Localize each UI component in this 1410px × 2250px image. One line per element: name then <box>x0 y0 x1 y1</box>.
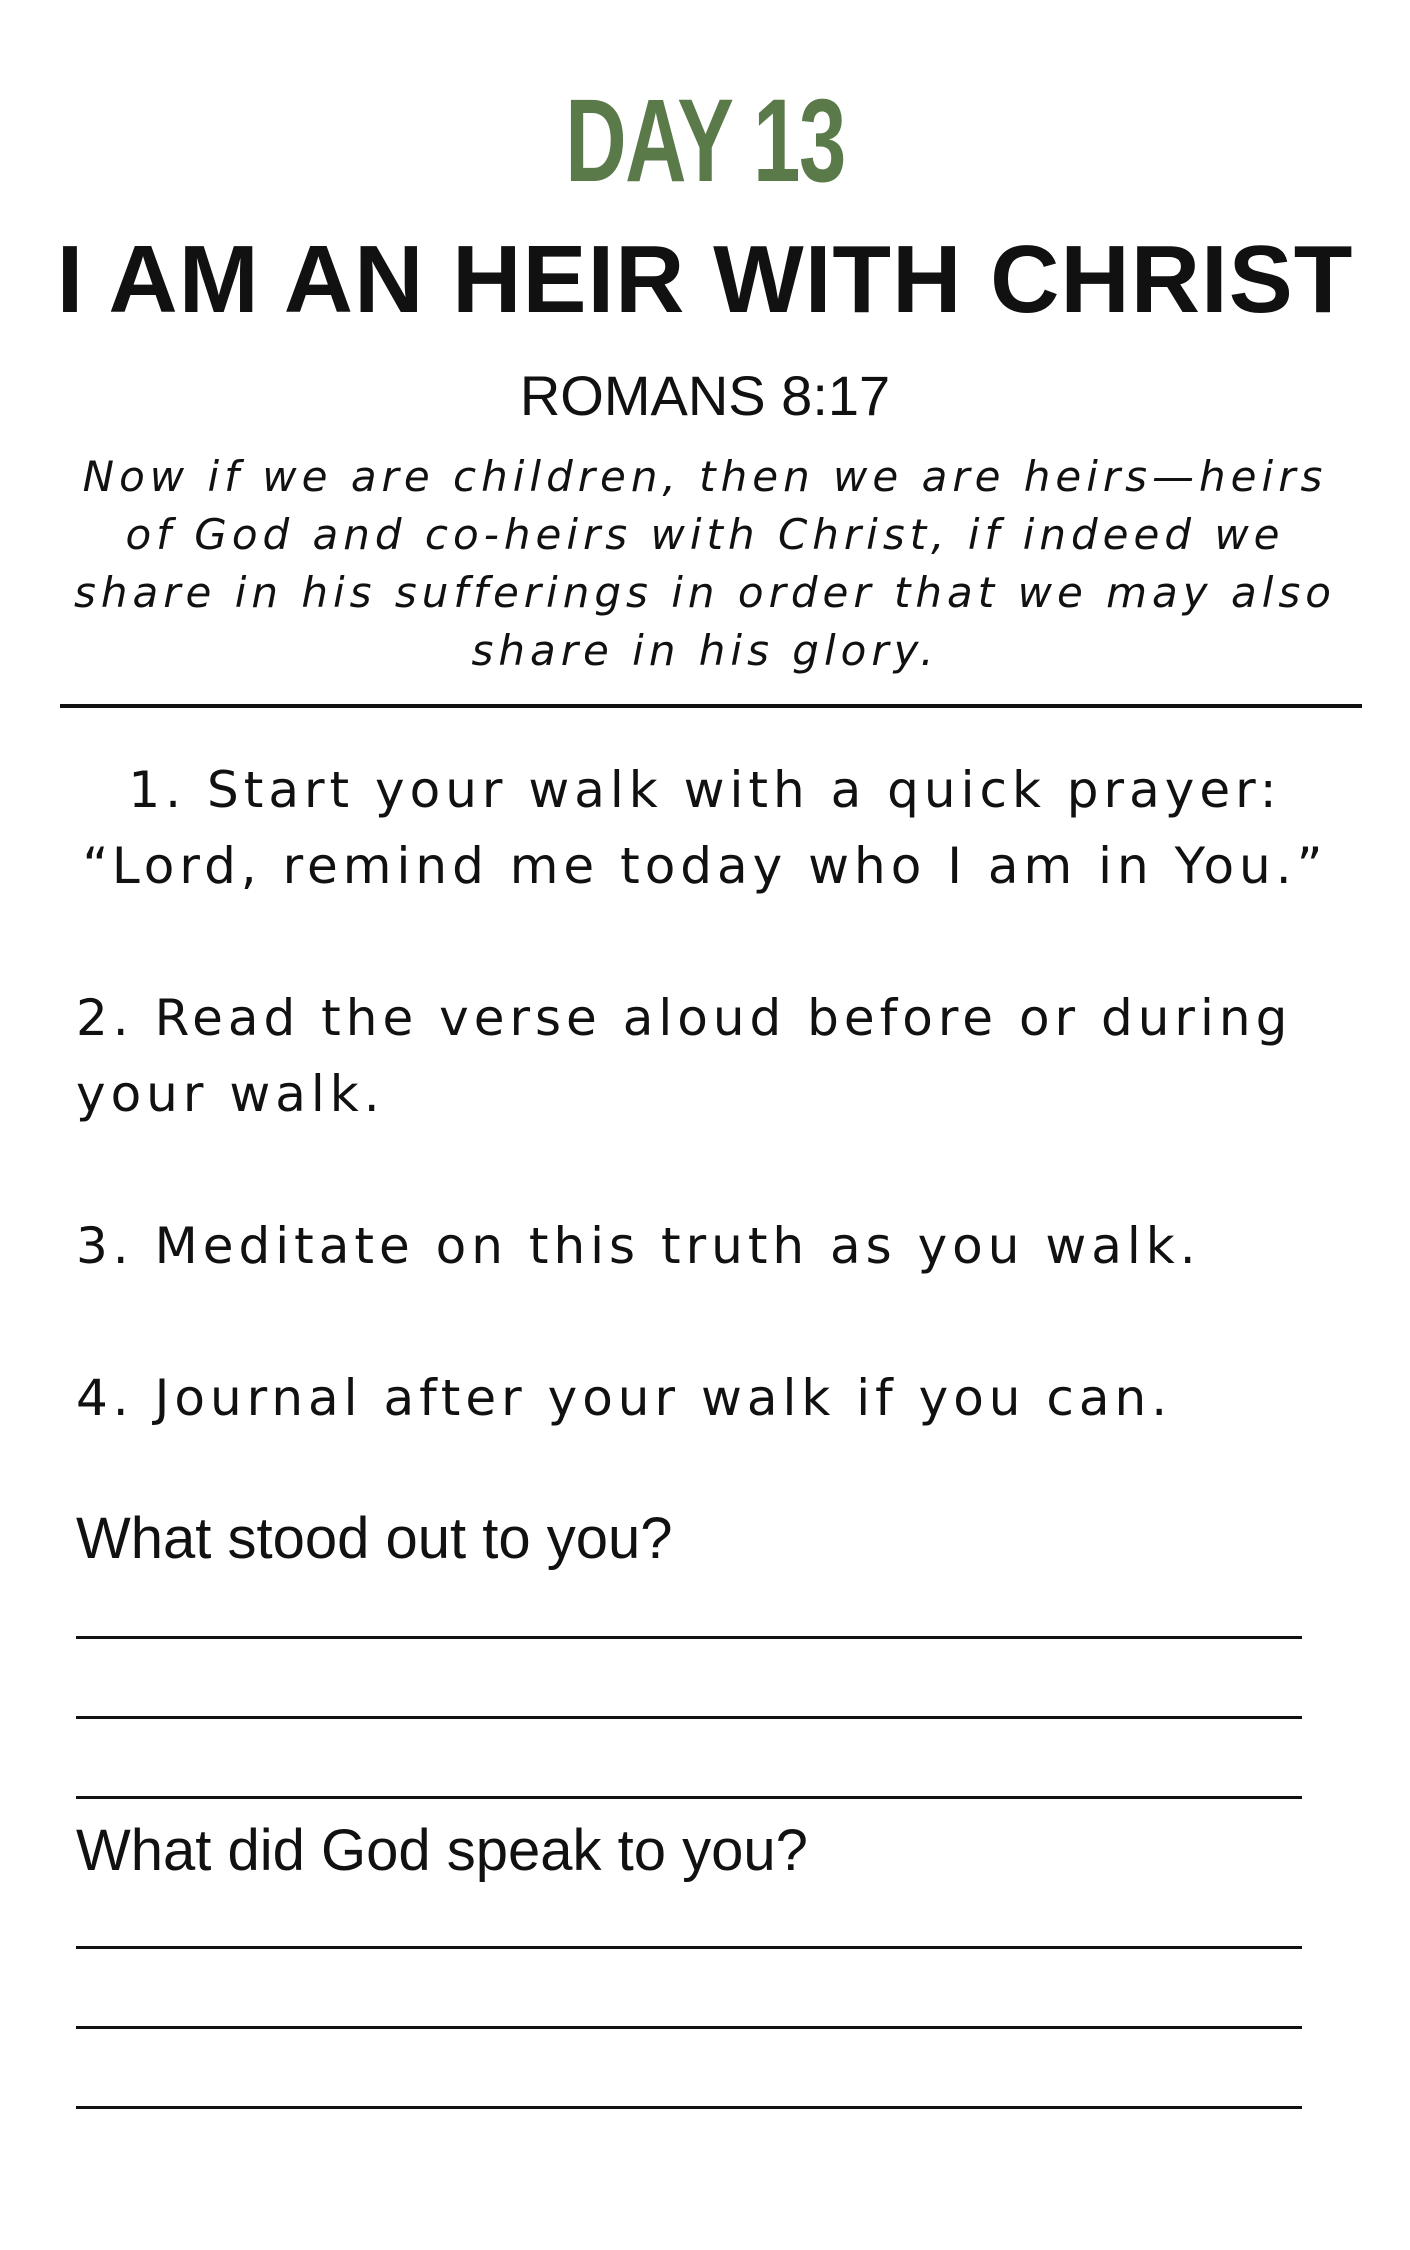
step-4 <box>76 1360 1366 1436</box>
scripture-reference: ROMANS 8:17 <box>519 364 891 427</box>
scripture-verse: Now if we are children, then we are heirs—heirs of God and co-heirs with Christ, if indeed we share in his sufferings in order that we may also share in his glory. <box>74 452 1336 675</box>
step-4-number: 4. <box>76 1369 134 1427</box>
step-2 <box>76 980 1366 1132</box>
step-2-number: 2. <box>76 989 134 1047</box>
divider <box>60 704 1362 708</box>
answer-line[interactable] <box>76 1716 1302 1719</box>
day-heading: DAY 13 <box>565 75 845 207</box>
step-2-text: Read the verse aloud before or during your walk. <box>76 989 1293 1123</box>
question-god-speak: What did God speak to you? <box>76 1818 808 1883</box>
answer-line[interactable] <box>76 1796 1302 1799</box>
step-1 <box>60 752 1350 904</box>
answer-line[interactable] <box>76 1946 1302 1949</box>
answer-line[interactable] <box>76 2026 1302 2029</box>
page-title: I AM AN HEIR WITH CHRIST <box>56 226 1354 333</box>
answer-line[interactable] <box>76 1636 1302 1639</box>
step-1-number: 1. <box>128 761 187 819</box>
step-1-quote: “Lord, remind me today who I am in You.” <box>82 837 1328 895</box>
step-4-text: Journal after your walk if you can. <box>154 1369 1173 1427</box>
step-1-text: Start your walk with a quick prayer: <box>207 761 1282 819</box>
step-3-text: Meditate on this truth as you walk. <box>154 1217 1201 1275</box>
step-3 <box>76 1208 1366 1284</box>
question-stood-out: What stood out to you? <box>76 1506 673 1571</box>
step-3-number: 3. <box>76 1217 134 1275</box>
answer-line[interactable] <box>76 2106 1302 2109</box>
